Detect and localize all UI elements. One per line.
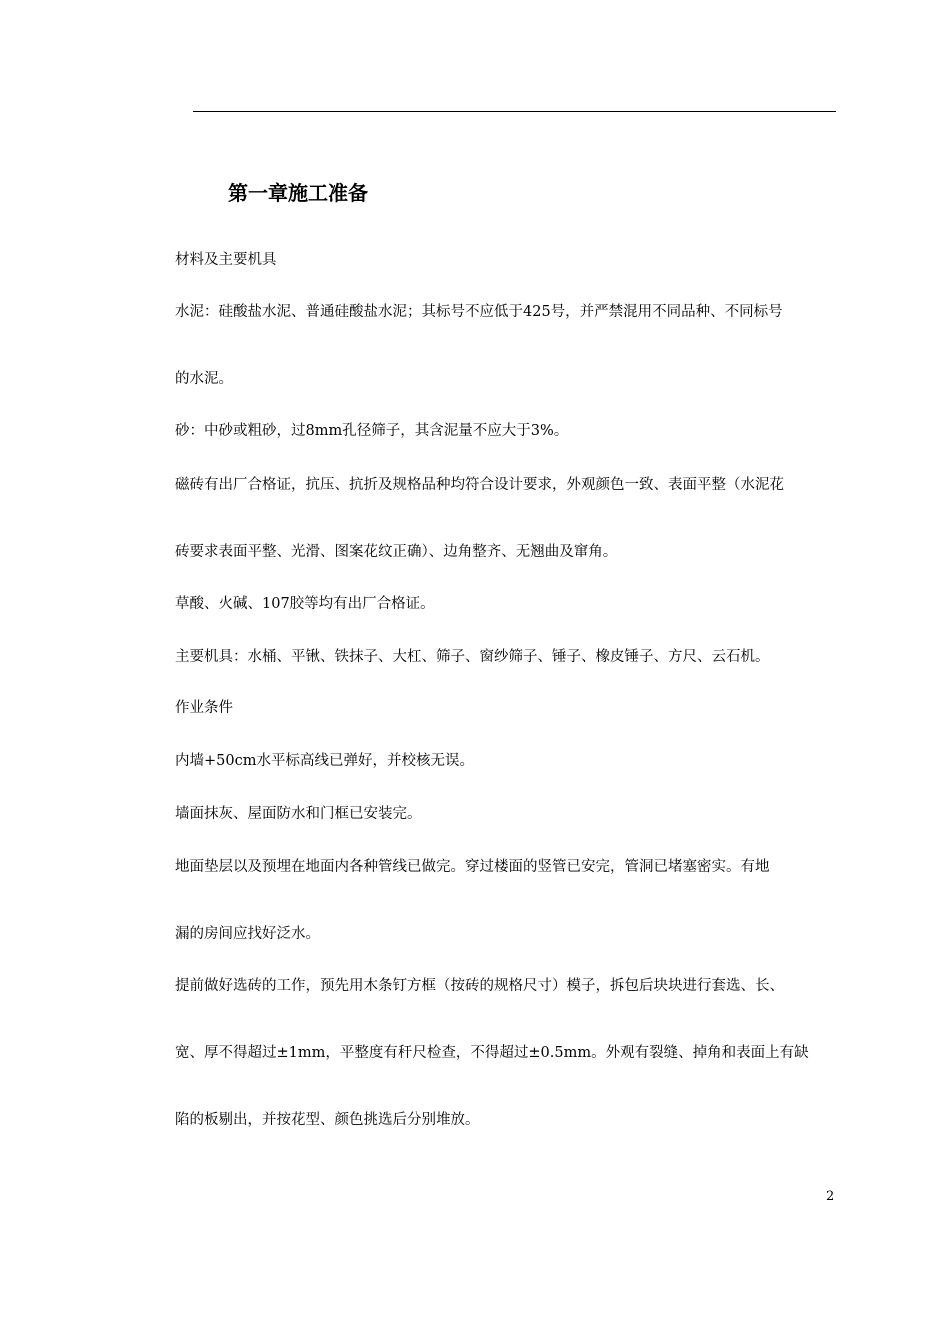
paragraph-line: 砂：中砂或粗砂，过8mm孔径筛子，其含泥量不应大于3%。 <box>175 423 569 439</box>
header-rule <box>193 111 836 112</box>
paragraph-line: 内墙+50cm水平标高线已弹好，并校核无误。 <box>175 753 474 769</box>
paragraph-line: 漏的房间应找好泛水。 <box>175 926 320 942</box>
paragraph-line: 水泥：硅酸盐水泥、普通硅酸盐水泥；其标号不应低于425号，并严禁混用不同品种、不同标号 <box>175 304 783 320</box>
paragraph-line: 陷的板剔出，并按花型、颜色挑选后分别堆放。 <box>175 1112 480 1128</box>
paragraph-line: 的水泥。 <box>175 371 233 387</box>
paragraph-line: 宽、厚不得超过±1mm，平整度有秆尺检查，不得超过±0.5mm。外观有裂缝、掉角和表面上有缺 <box>175 1045 809 1061</box>
paragraph-line: 地面垫层以及预埋在地面内各种管线已做完。穿过楼面的竖管已安完，管洞已堵塞密实。有地 <box>175 859 770 875</box>
paragraph-line: 砖要求表面平整、光滑、图案花纹正确）、边角整齐、无翘曲及窜角。 <box>175 544 618 560</box>
paragraph-line: 草酸、火碱、107胶等均有出厂合格证。 <box>175 596 435 612</box>
paragraph-line: 磁砖有出厂合格证，抗压、抗折及规格品种均符合设计要求，外观颜色一致、表面平整（水泥花 <box>175 477 784 493</box>
page-number: 2 <box>826 1189 835 1204</box>
paragraph-line: 主要机具：水桶、平锹、铁抹子、大杠、筛子、窗纱筛子、锤子、橡皮锤子、方尺、云石机。 <box>175 649 770 665</box>
paragraph-line: 提前做好选砖的工作，预先用木条钉方框（按砖的规格尺寸）模子，拆包后块块进行套选、长、 <box>175 978 784 994</box>
chapter-title: 第一章施工准备 <box>228 181 368 205</box>
paragraph-line: 墙面抹灰、屋面防水和门框已安装完。 <box>175 806 422 822</box>
section-heading-materials: 材料及主要机具 <box>175 252 277 268</box>
section-heading-conditions: 作业条件 <box>175 700 233 716</box>
